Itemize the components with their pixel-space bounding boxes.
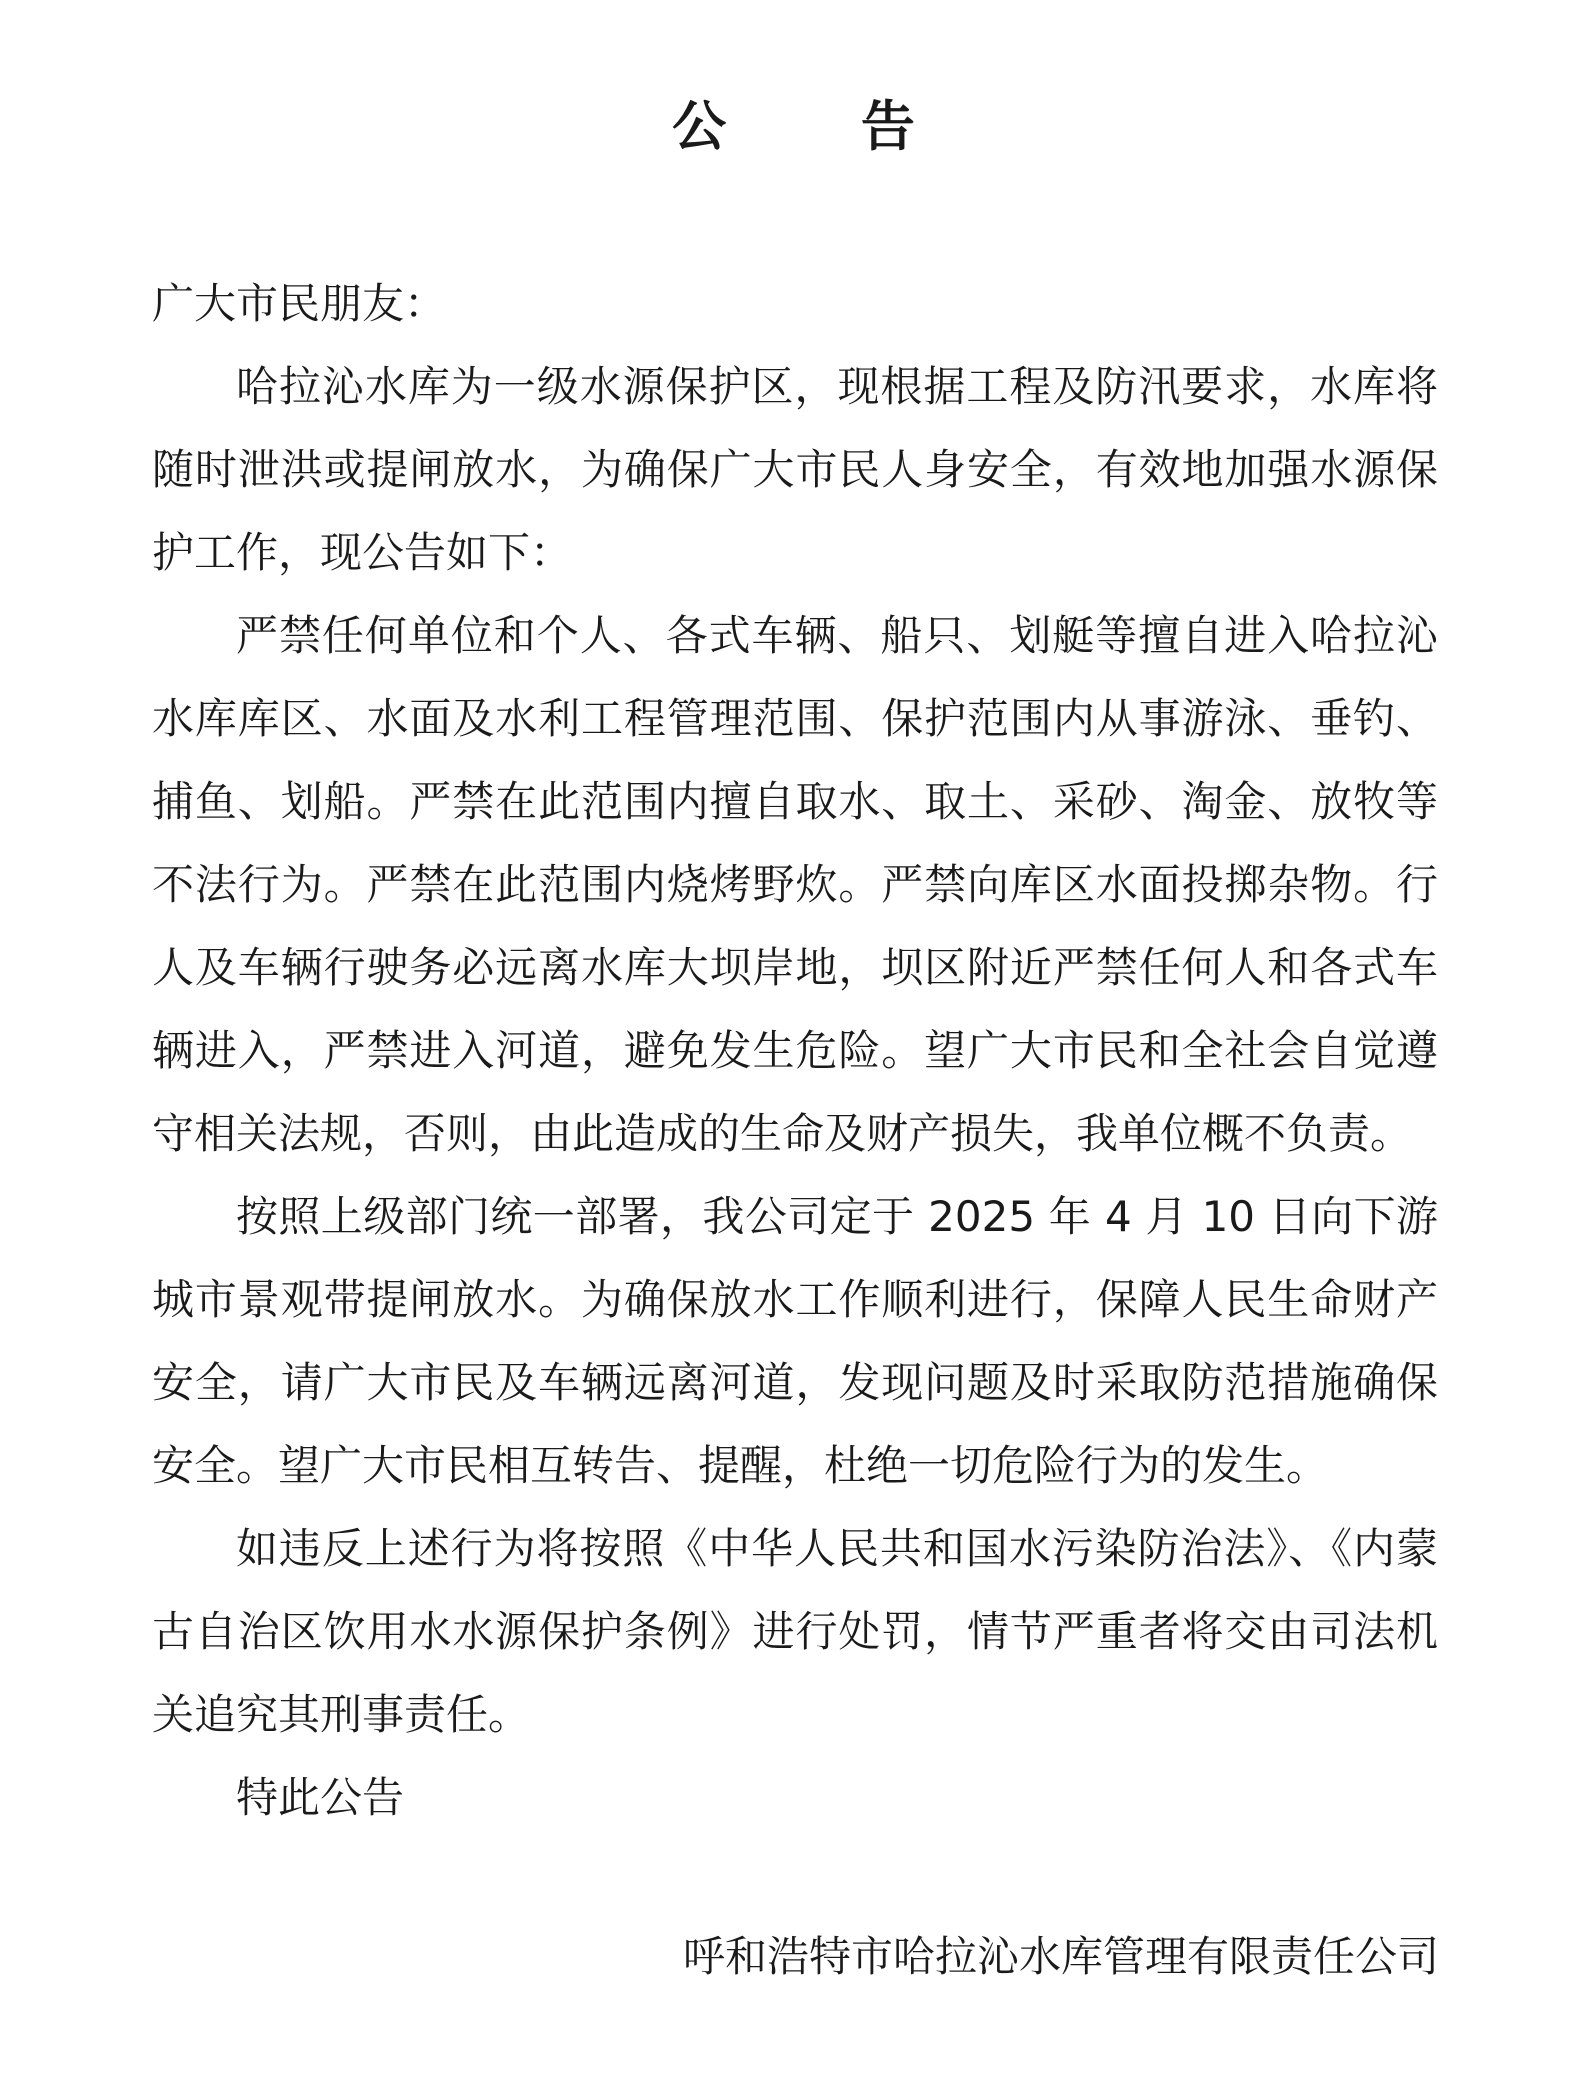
paragraph-water-release: 按照上级部门统一部署，我公司定于 2025 年 4 月 10 日向下游城市景观带提闸放水。为确保放水工作顺利进行，保障人民生命财产安全，请广大市民及车辆远离河道，发现问题及时采取防范措施确保安全。望广大市民相互转告、提醒，杜绝一切危险行为的发生。 <box>152 1192 1438 1490</box>
paragraph-prohibitions: 严禁任何单位和个人、各式车辆、船只、划艇等擅自进入哈拉沁水库库区、水面及水利工程管理范围、保护范围内从事游泳、垂钓、捕鱼、划船。严禁在此范围内擅自取水、取土、采砂、淘金、放牧等不法行为。严禁在此范围内烧烤野炊。严禁向库区水面投掷杂物。行人及车辆行驶务必远离水库大坝岸地，坝区附近严禁任何人和各式车辆进入，严禁进入河道，避免发生危险。望广大市民和全社会自觉遵守相关法规，否则，由此造成的生命及财产损失，我单位概不负责。 <box>152 611 1438 1158</box>
paragraph-penalties: 如违反上述行为将按照《中华人民共和国水污染防治法》、《内蒙古自治区饮用水水源保护条例》进行处罚，情节严重者将交由司法机关追究其刑事责任。 <box>152 1524 1438 1739</box>
notice-title: 公 告 <box>672 95 973 158</box>
paragraph-intro: 哈拉沁水库为一级水源保护区，现根据工程及防汛要求，水库将随时泄洪或提闸放水，为确保广大市民人身安全，有效地加强水源保护工作，现公告如下： <box>152 362 1438 577</box>
paragraph-closing: 特此公告 <box>236 1773 405 1822</box>
issuer-signature: 呼和浩特市哈拉沁水库管理有限责任公司 <box>682 1932 1439 1981</box>
salutation: 广大市民朋友： <box>152 279 447 328</box>
notice-body <box>152 262 1438 1839</box>
